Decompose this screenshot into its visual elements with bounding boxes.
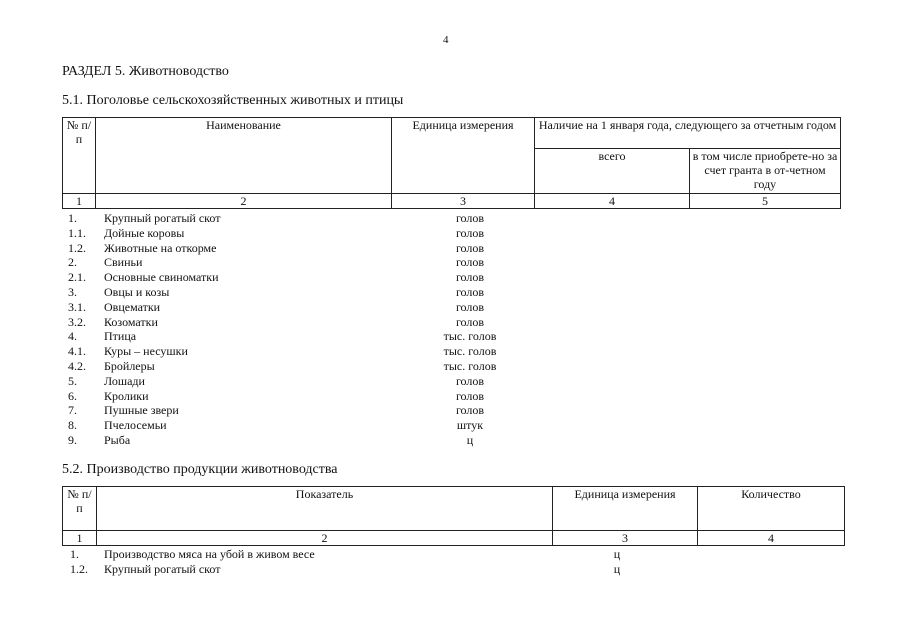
row-name: Овцематки [104, 299, 161, 314]
row-number: 4.1. [68, 344, 86, 359]
row-number: 9. [68, 432, 77, 447]
row-unit: голов [455, 284, 485, 299]
row-unit: голов [455, 388, 485, 403]
col-number-4: 4 [535, 194, 690, 209]
header-indicator: Показатель [97, 487, 553, 531]
production-table-header [62, 486, 845, 546]
header-num: № п/п [63, 118, 96, 194]
row-unit: тыс. голов [443, 344, 497, 359]
row-number: 2. [68, 255, 77, 270]
header-availability: Наличие на 1 января года, следующего за отчетным годом [535, 118, 841, 149]
row-unit: голов [455, 314, 485, 329]
row-name: Свиньи [104, 255, 143, 270]
row-name: Бройлеры [104, 358, 155, 373]
col-number-3: 3 [392, 194, 535, 209]
row-number: 1.2. [70, 561, 88, 576]
header-unit: Единица измерения [392, 118, 535, 194]
row-unit: ц [613, 547, 621, 561]
row-unit: голов [455, 240, 485, 255]
col-number-1: 1 [63, 194, 96, 209]
row-number: 6. [68, 388, 77, 403]
row-name: Основные свиноматки [104, 270, 219, 285]
row-number: 1. [70, 547, 79, 561]
row-unit: голов [455, 225, 485, 240]
row-unit: голов [455, 373, 485, 388]
col-number-5: 5 [690, 194, 841, 209]
section-title: РАЗДЕЛ 5. Животноводство [62, 64, 229, 79]
row-unit: голов [455, 211, 485, 225]
row-name: Козоматки [104, 314, 158, 329]
row-name: Дойные коровы [104, 225, 185, 240]
row-unit: голов [455, 403, 485, 418]
row-number: 1. [68, 211, 77, 225]
row-number: 4.2. [68, 358, 86, 373]
row-unit: штук [456, 418, 484, 433]
row-number: 4. [68, 329, 77, 344]
row-unit: ц [466, 432, 474, 447]
col2-number-1: 1 [63, 531, 97, 546]
col2-number-4: 4 [698, 531, 845, 546]
row-number: 3. [68, 284, 77, 299]
row-number: 5. [68, 373, 77, 388]
col2-number-2: 2 [97, 531, 553, 546]
header-total: всего [535, 149, 690, 194]
row-unit: голов [455, 255, 485, 270]
row-name: Кролики [104, 388, 149, 403]
row-name: Животные на откорме [104, 240, 217, 255]
row-number: 3.1. [68, 299, 86, 314]
subsection-title-5-2: 5.2. Производство продукции животноводства [62, 462, 338, 477]
header-name: Наименование [96, 118, 392, 194]
header-unit-2: Единица измерения [553, 487, 698, 531]
row-name: Пчелосемьи [104, 418, 167, 433]
row-name: Пушные звери [104, 403, 179, 418]
row-unit: ц [613, 561, 621, 576]
row-name: Куры – несушки [104, 344, 188, 359]
row-name: Лошади [104, 373, 145, 388]
row-number: 1.1. [68, 225, 86, 240]
row-name: Крупный рогатый скот [104, 211, 221, 225]
row-name: Овцы и козы [104, 284, 170, 299]
row-name: Крупный рогатый скот [104, 561, 221, 576]
row-unit: голов [455, 270, 485, 285]
row-number: 2.1. [68, 270, 86, 285]
row-number: 1.2. [68, 240, 86, 255]
row-name: Рыба [104, 432, 131, 447]
col2-number-3: 3 [553, 531, 698, 546]
row-unit: тыс. голов [443, 329, 497, 344]
col-number-2: 2 [96, 194, 392, 209]
livestock-table-header [62, 117, 841, 209]
row-unit: голов [455, 299, 485, 314]
header-grant: в том числе приобрете-но за счет гранта в от-четном году [690, 149, 841, 194]
header-quantity: Количество [698, 487, 845, 531]
row-number: 8. [68, 418, 77, 433]
row-name: Птица [104, 329, 137, 344]
row-unit: тыс. голов [443, 358, 497, 373]
row-number: 7. [68, 403, 77, 418]
header-num-2: № п/п [63, 487, 97, 531]
row-name: Производство мяса на убой в живом весе [104, 547, 315, 561]
subsection-title-5-1: 5.1. Поголовье сельскохозяйственных животных и птицы [62, 93, 404, 108]
page-number: 4 [443, 34, 449, 46]
row-number: 3.2. [68, 314, 86, 329]
